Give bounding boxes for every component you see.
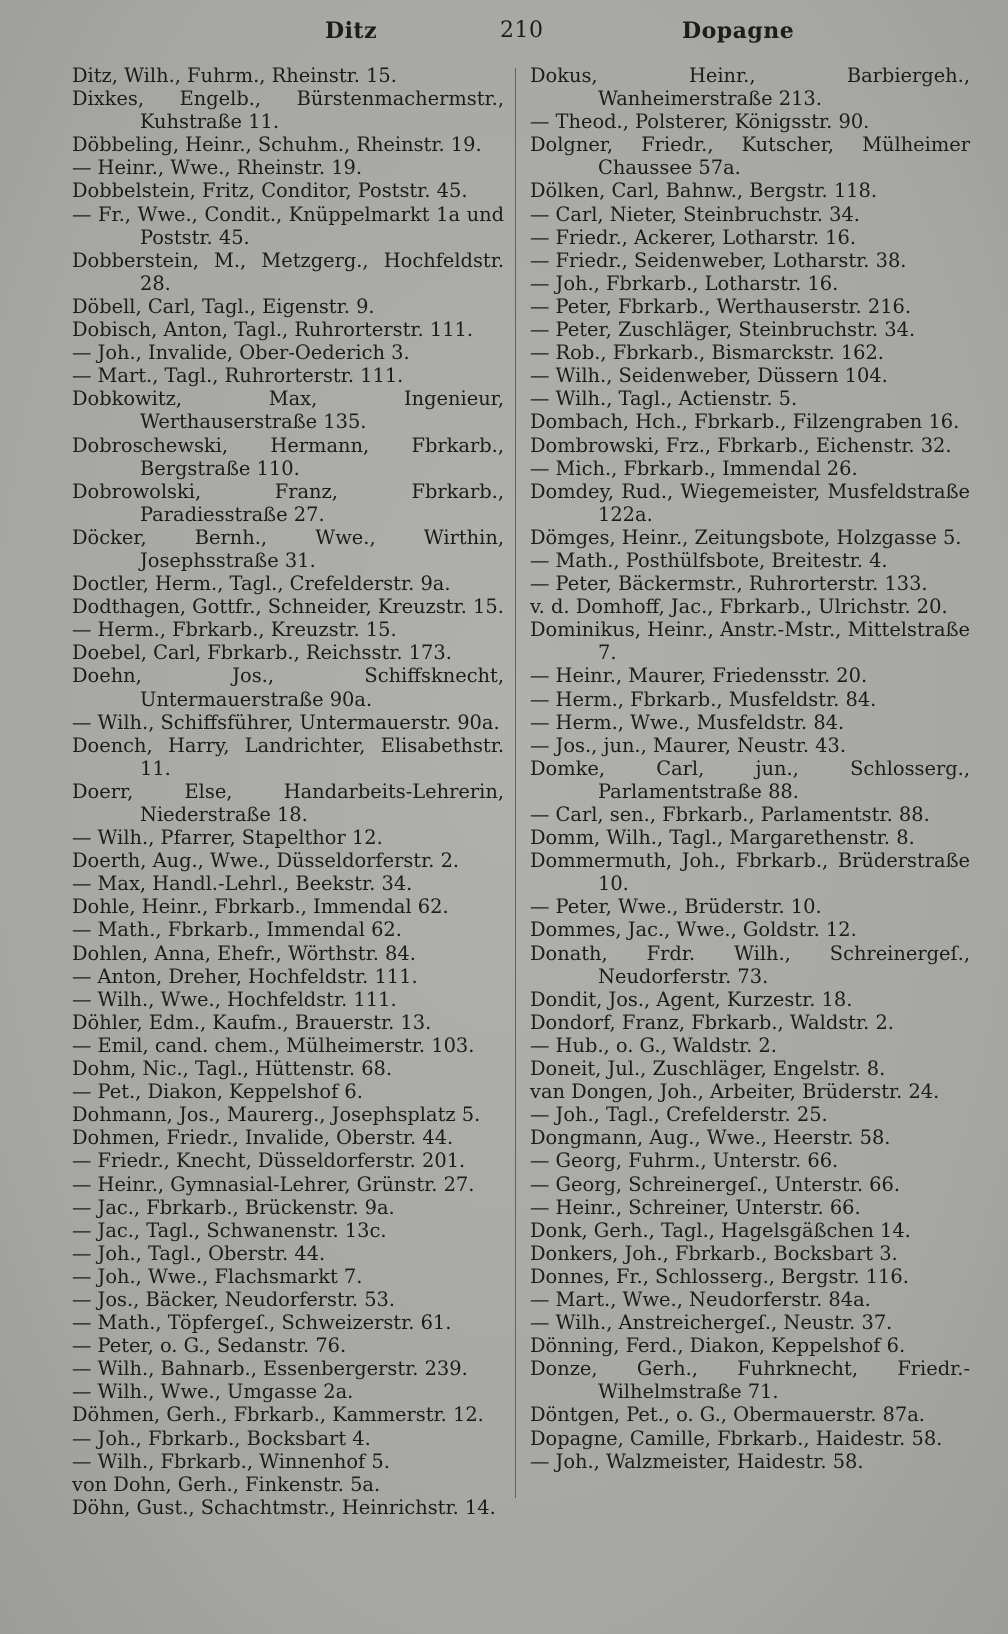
directory-entry: Domm, Wilh., Tagl., Margarethenstr. 8. — [530, 826, 915, 850]
directory-entry: — Jos., jun., Maurer, Neustr. 43. — [530, 733, 847, 757]
directory-entry: Döcker, Bernh., Wwe., Wirthin, Josephsstraße 31. — [72, 525, 504, 572]
directory-entry: Dombrowski, Frz., Fbrkarb., Eichenstr. 32. — [530, 433, 952, 457]
header-last-entry: Dopagne — [682, 18, 795, 44]
directory-entry: — Mart., Tagl., Ruhrorterstr. 111. — [72, 364, 404, 388]
directory-entry: Dohmen, Friedr., Invalide, Oberstr. 44. — [72, 1126, 454, 1150]
directory-entry: — Max, Handl.-Lehrl., Beekstr. 34. — [72, 872, 413, 896]
directory-entry: Dommermuth, Joh., Fbrkarb., Brüderstraße 10. — [530, 849, 970, 896]
directory-entry: Dokus, Heinr., Barbiergeh., Wanheimerstraße 213. — [530, 64, 970, 111]
directory-entry: — Pet., Diakon, Keppelshof 6. — [72, 1080, 363, 1104]
directory-entry: Dominikus, Heinr., Anstr.-Mstr., Mittelstraße 7. — [530, 618, 970, 665]
directory-entry: — Math., Fbrkarb., Immendal 62. — [72, 918, 402, 942]
directory-entry: Doctler, Herm., Tagl., Crefelderstr. 9a. — [72, 572, 451, 596]
directory-entry: — Wilh., Tagl., Actienstr. 5. — [530, 387, 798, 411]
directory-entry: — Friedr., Ackerer, Lotharstr. 16. — [530, 225, 857, 249]
directory-entry: — Peter, Zuschläger, Steinbruchstr. 34. — [530, 318, 916, 342]
directory-entry: v. d. Domhoff, Jac., Fbrkarb., Ulrichstr. 20. — [530, 595, 948, 619]
directory-entry: Dobbelstein, Fritz, Conditor, Poststr. 45. — [72, 179, 468, 203]
directory-entry: — Rob., Fbrkarb., Bismarckstr. 162. — [530, 341, 884, 365]
directory-entry: Dodthagen, Gottfr., Schneider, Kreuzstr. 15. — [72, 595, 504, 619]
directory-entry: Dopagne, Camille, Fbrkarb., Haidestr. 58. — [530, 1426, 943, 1450]
page-number: 210 — [500, 18, 544, 43]
directory-entry: — Carl, Nieter, Steinbruchstr. 34. — [530, 202, 860, 226]
directory-entry: Doehn, Jos., Schiffsknecht, Untermauerstraße 90a. — [72, 664, 504, 711]
directory-entry: — Emil, cand. chem., Mülheimerstr. 103. — [72, 1033, 475, 1057]
directory-entry: — Joh., Wwe., Flachsmarkt 7. — [72, 1264, 363, 1288]
directory-entry: Döhn, Gust., Schachtmstr., Heinrichstr. 14. — [72, 1495, 496, 1519]
directory-entry: Ditz, Wilh., Fuhrm., Rheinstr. 15. — [72, 64, 397, 87]
column-divider — [515, 68, 516, 1498]
directory-entry: Doebel, Carl, Fbrkarb., Reichsstr. 173. — [72, 641, 452, 665]
directory-entry: — Peter, Wwe., Brüderstr. 10. — [530, 895, 822, 919]
directory-entry: — Carl, sen., Fbrkarb., Parlamentstr. 88. — [530, 803, 930, 826]
directory-entry: — Hub., o. G., Waldstr. 2. — [530, 1033, 777, 1057]
directory-entry: — Joh., Fbrkarb., Lotharstr. 16. — [530, 271, 839, 295]
directory-entry: — Joh., Tagl., Crefelderstr. 25. — [530, 1103, 828, 1127]
directory-entry: Domdey, Rud., Wiegemeister, Musfeldstraße 122a. — [530, 479, 970, 526]
directory-entry: Dömges, Heinr., Zeitungsbote, Holzgasse 5. — [530, 525, 962, 549]
directory-entry: Dobberstein, M., Metzgerg., Hochfeldstr. 28. — [72, 248, 504, 295]
page-header — [0, 18, 1008, 58]
directory-entry: Dobrowolski, Franz, Fbrkarb., Paradiesstraße 27. — [72, 479, 504, 526]
directory-entry: — Herm., Fbrkarb., Kreuzstr. 15. — [72, 618, 397, 642]
directory-entry: Donath, Frdr. Wilh., Schreinergeſ., Neudorferstr. 73. — [530, 941, 970, 988]
directory-entry: Dombach, Hch., Fbrkarb., Filzengraben 16. — [530, 410, 960, 434]
directory-entry: Dondit, Jos., Agent, Kurzestr. 18. — [530, 987, 853, 1011]
directory-entry: — Wilh., Wwe., Umgasse 2a. — [72, 1380, 354, 1404]
directory-entry: — Mich., Fbrkarb., Immendal 26. — [530, 456, 858, 480]
directory-entry: Domke, Carl, jun., Schlosserg., Parlamentstraße 88. — [530, 756, 970, 803]
directory-entry: — Wilh., Pfarrer, Stapelthor 12. — [72, 826, 383, 850]
directory-entry: — Wilh., Wwe., Hochfeldstr. 111. — [72, 987, 397, 1011]
directory-entry: — Wilh., Fbrkarb., Winnenhof 5. — [72, 1449, 390, 1473]
directory-entry: — Joh., Invalide, Ober-Oederich 3. — [72, 341, 410, 365]
directory-entry: Doench, Harry, Landrichter, Elisabethstr. 11. — [72, 733, 504, 780]
directory-entry: Dixkes, Engelb., Bürstenmachermstr., Kuhstraße 11. — [72, 87, 504, 134]
directory-entry: — Jac., Tagl., Schwanenstr. 13c. — [72, 1218, 387, 1242]
directory-entry: — Georg, Schreinergeſ., Unterstr. 66. — [530, 1172, 900, 1196]
directory-entry: Döhmen, Gerh., Fbrkarb., Kammerstr. 12. — [72, 1403, 484, 1427]
directory-entry: Dohmann, Jos., Maurerg., Josephsplatz 5. — [72, 1103, 481, 1127]
left-column — [72, 64, 504, 1519]
right-column — [530, 64, 970, 1473]
directory-entry: — Peter, o. G., Sedanstr. 76. — [72, 1334, 347, 1358]
directory-entry: Döbell, Carl, Tagl., Eigenstr. 9. — [72, 294, 375, 318]
directory-entry: Döbbeling, Heinr., Schuhm., Rheinstr. 19. — [72, 133, 482, 157]
directory-entry: — Math., Töpfergeſ., Schweizerstr. 61. — [72, 1311, 452, 1335]
directory-entry: Dobroschewski, Hermann, Fbrkarb., Bergstraße 110. — [72, 433, 504, 480]
directory-entry: van Dongen, Joh., Arbeiter, Brüderstr. 24. — [530, 1080, 940, 1104]
directory-entry: — Wilh., Anstreichergeſ., Neustr. 37. — [530, 1311, 893, 1335]
directory-entry: Doerth, Aug., Wwe., Düsseldorferstr. 2. — [72, 849, 460, 873]
directory-entry: — Wilh., Schiffsführer, Untermauerstr. 90a. — [72, 710, 500, 734]
directory-entry: Doerr, Else, Handarbeits-Lehrerin, Niederstraße 18. — [72, 779, 504, 826]
directory-entry: Dondorf, Franz, Fbrkarb., Waldstr. 2. — [530, 1010, 894, 1034]
directory-entry: Dongmann, Aug., Wwe., Heerstr. 58. — [530, 1126, 891, 1150]
directory-entry: Donnes, Fr., Schlosserg., Bergstr. 116. — [530, 1264, 909, 1288]
directory-entry: — Peter, Bäckermstr., Ruhrorterstr. 133. — [530, 572, 928, 596]
directory-entry: Dobisch, Anton, Tagl., Ruhrorterstr. 111. — [72, 318, 474, 342]
directory-entry: — Joh., Fbrkarb., Bocksbart 4. — [72, 1426, 371, 1450]
directory-entry: Dobkowitz, Max, Ingenieur, Werthauserstraße 135. — [72, 387, 504, 434]
directory-entry: — Heinr., Wwe., Rheinstr. 19. — [72, 156, 363, 180]
directory-entry: — Herm., Wwe., Musfeldstr. 84. — [530, 710, 845, 734]
directory-entry: — Heinr., Schreiner, Unterstr. 66. — [530, 1195, 861, 1219]
directory-entry: — Mart., Wwe., Neudorferstr. 84a. — [530, 1287, 871, 1311]
directory-entry: — Georg, Fuhrm., Unterstr. 66. — [530, 1149, 839, 1173]
directory-entry: Döhler, Edm., Kaufm., Brauerstr. 13. — [72, 1010, 432, 1034]
directory-entry: Dohle, Heinr., Fbrkarb., Immendal 62. — [72, 895, 449, 919]
directory-entry: Donze, Gerh., Fuhrknecht, Friedr.-Wilhelmstraße 71. — [530, 1357, 970, 1404]
header-first-entry: Ditz — [325, 18, 378, 44]
directory-entry: — Jac., Fbrkarb., Brückenstr. 9a. — [72, 1195, 395, 1219]
directory-entry: Dolgner, Friedr., Kutscher, Mülheimer Chaussee 57a. — [530, 133, 970, 180]
directory-entry: Döntgen, Pet., o. G., Obermauerstr. 87a. — [530, 1403, 925, 1427]
directory-entry: — Heinr., Gymnasial-Lehrer, Grünstr. 27. — [72, 1172, 475, 1196]
directory-entry: — Fr., Wwe., Condit., Knüppelmarkt 1a und Poststr. 45. — [72, 202, 504, 249]
directory-entry: — Theod., Polsterer, Königsstr. 90. — [530, 110, 870, 134]
directory-entry: Dohm, Nic., Tagl., Hüttenstr. 68. — [72, 1057, 393, 1081]
directory-entry: — Herm., Fbrkarb., Musfeldstr. 84. — [530, 687, 877, 711]
directory-entry: — Math., Posthülfsbote, Breitestr. 4. — [530, 548, 888, 572]
directory-entry: Donk, Gerh., Tagl., Hagelsgäßchen 14. — [530, 1218, 911, 1242]
directory-entry: — Joh., Walzmeister, Haidestr. 58. — [530, 1449, 864, 1473]
directory-entry: Dommes, Jac., Wwe., Goldstr. 12. — [530, 918, 857, 942]
directory-entry: Donkers, Joh., Fbrkarb., Bocksbart 3. — [530, 1241, 898, 1265]
directory-entry: von Dohn, Gerh., Finkenstr. 5a. — [72, 1472, 381, 1496]
directory-entry: Dohlen, Anna, Ehefr., Wörthstr. 84. — [72, 941, 416, 965]
directory-entry: — Wilh., Seidenweber, Düssern 104. — [530, 364, 888, 388]
directory-entry: — Jos., Bäcker, Neudorferstr. 53. — [72, 1287, 396, 1311]
directory-entry: — Heinr., Maurer, Friedensstr. 20. — [530, 664, 868, 688]
directory-entry: Dölken, Carl, Bahnw., Bergstr. 118. — [530, 179, 878, 203]
directory-entry: — Wilh., Bahnarb., Essenbergerstr. 239. — [72, 1357, 468, 1381]
directory-entry: Doneit, Jul., Zuschläger, Engelstr. 8. — [530, 1057, 886, 1081]
directory-entry: — Peter, Fbrkarb., Werthauserstr. 216. — [530, 294, 912, 318]
directory-entry: — Anton, Dreher, Hochfeldstr. 111. — [72, 964, 418, 988]
directory-entry: — Friedr., Knecht, Düsseldorferstr. 201. — [72, 1149, 466, 1173]
directory-entry: — Joh., Tagl., Oberstr. 44. — [72, 1241, 326, 1265]
directory-entry: — Friedr., Seidenweber, Lotharstr. 38. — [530, 248, 907, 272]
directory-entry: Dönning, Ferd., Diakon, Keppelshof 6. — [530, 1334, 906, 1358]
